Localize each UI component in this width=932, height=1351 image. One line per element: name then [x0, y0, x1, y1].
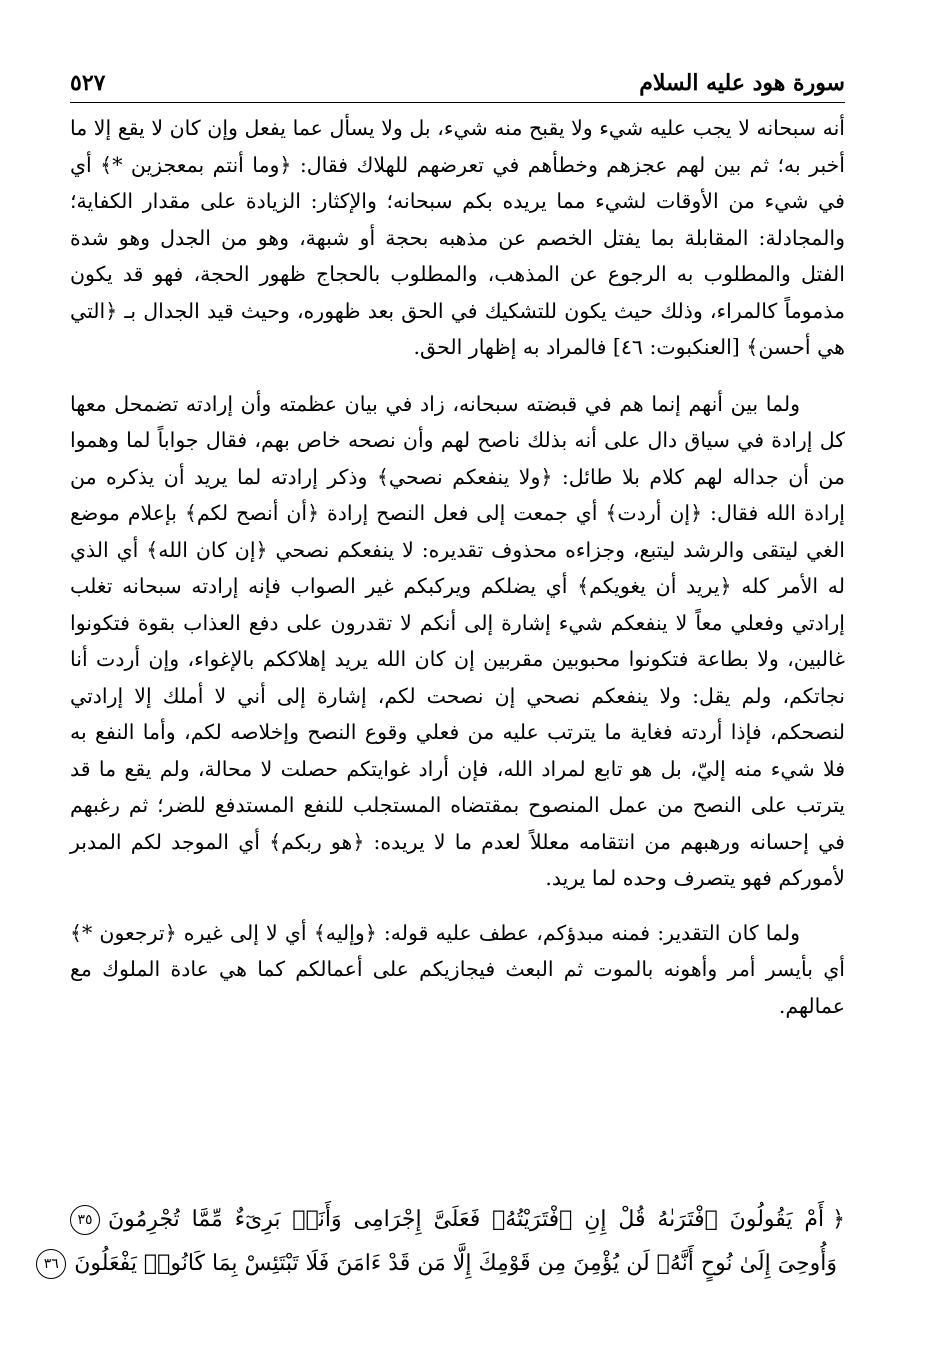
paragraph-2: ولما بين أنهم إنما هم في قبضته سبحانه، زاد في بيان عظمته وأن إرادته تضمحل معها كل إرادة في سياق دال على أنه بذلك ناصح لهم وأن نصحه خاص بهم، فقال جواباً لما وهموا من أن جداله لهم كلام بلا طائل: ﴿ولا ينفعكم نصحي﴾ وذكر إرادته لما يريد أن يذكره من إرادة الله فقال: ﴿إن أردت﴾ أي جمعت إلى فعل النصح إرادة ﴿أن أنصح لكم﴾ بإعلام موضع الغي ليتقى والرشد ليتبع، وجزاءه محذوف تقديره: لا ينفعكم نصحي ﴿إن كان الله﴾ أي الذي له الأمر كله ﴿يريد أن يغويكم﴾ أي يضلكم ويركبكم غير الصواب فإنه إرادته سبحانه تغلب إرادتي وفعلي معاً لا ينفعكم شيء إشارة إلى أنكم لا تقدرون على دفع العذاب بقوة فتكونوا غالبين، ولا بطاعة فتكونوا محبوبين مقربين إن كان الله يريد إهلاككم بالإغواء، وإن أردت أنا نجاتكم، ولم يقل: ولا ينفعكم نصحي إن نصحت لكم، إشارة إلى أني لا أملك إلا إرادتي لنصحكم، فإذا أردته فغاية ما يترتب عليه من فعلي وقوع النصح وإخلاصه لكم، وأما النفع به فلا شيء منه إليّ، بل هو تابع لمراد الله، فإن أراد غوايتكم حصلت لا محالة، ولم يقع ما قد يترتب على النصح من عمل المنصوح بمقتضاه المستجلب للنفع المستدفع للضر؛ ثم رغبهم في إحسانه ورهبهم من انتقامه معللاً لعدم ما لا يريده: ﴿هو ربكم﴾ أي الموجد لكم المدبر لأموركم فهو يتصرف وحده لما يريد. [70, 391, 846, 890]
paragraph-1: أنه سبحانه لا يجب عليه شيء ولا يقبح منه شيء، بل ولا يسأل عما يفعل وإن كان لا يقع إلا ما أخبر به؛ ثم بين لهم عجزهم وخطأهم في تعرضهم للهلاك فقال: ﴿وما أنتم بمعجزين *﴾ أي في شيء من الأوقات لشيء مما يريده بكم سبحانه؛ والإكثار: الزيادة على مقدار الكفاية؛ والمجادلة: المقابلة بما يفتل الخصم عن مذهبه بحجة أو شبهة، وهو من الجدل وهو شدة الفتل والمطلوب به الرجوع عن المذهب، والمطلوب بالحجاج ظهور الحجة، فهو قد يكون مذموماً كالمراء، وذلك حيث يكون للتشكيك في الحق بعد ظهوره، وحيث قيد الجدال بـ ﴿التي هي أحسن﴾ [العنكبوت: ٤٦] فالمراد به إظهار الحق. [70, 116, 846, 359]
verse-open-bracket: ﴿ [832, 1207, 845, 1232]
verse-text: أَمْ يَقُولُونَ ٱفْتَرَىٰهُ قُلْ إِنِ ٱفْتَرَيْتُهُۥ فَعَلَىَّ إِجْرَامِى وَأَنَا۠ بَرِىٓءٌ مِّمَّا تُجْرِمُونَ [108, 1207, 825, 1232]
page-header [70, 68, 845, 103]
surah-title: سورة هود عليه السلام [639, 70, 845, 96]
verse-text: وَأُوحِىَ إِلَىٰ نُوحٍ أَنَّهُۥ لَن يُؤْمِنَ مِن قَوْمِكَ إِلَّا مَن قَدْ ءَامَنَ فَلَا تَبْتَئِسْ بِمَا كَانُوا۟ يَفْعَلُونَ [74, 1251, 837, 1276]
verse-line-36 [43, 1242, 845, 1286]
commentary-body [70, 110, 845, 1024]
ayah-number-marker: ٣٦ [36, 1249, 66, 1279]
ayah-number-marker: ٣٥ [70, 1205, 100, 1235]
verse-line-35 [70, 1198, 845, 1242]
quran-verses [43, 1198, 845, 1286]
paragraph-3: ولما كان التقدير: فمنه مبدؤكم، عطف عليه قوله: ﴿وإليه﴾ أي لا إلى غيره ﴿ترجعون *﴾ أي بأيسر أمر وأهونه بالموت ثم البعث فيجازيكم على أعمالكم كما هي عادة الملوك مع عمالهم. [70, 920, 845, 1018]
page-number: ٥٢٧ [70, 70, 106, 96]
